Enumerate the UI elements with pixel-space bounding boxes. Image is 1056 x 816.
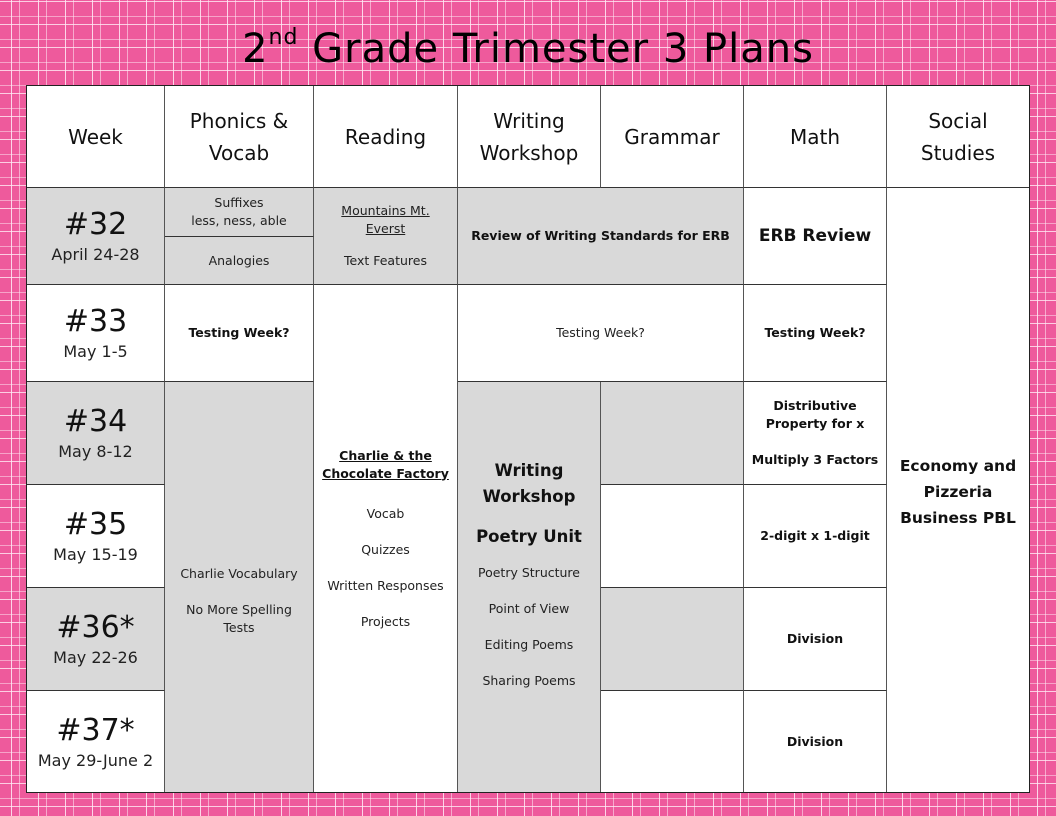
week-35 (27, 485, 165, 588)
header-writing (458, 86, 601, 188)
week-33 (27, 285, 165, 382)
header-math (744, 86, 887, 188)
math-w34 (744, 382, 887, 485)
header-writing-label-2: Workshop (479, 140, 579, 165)
social-studies-w32-37 (887, 188, 1029, 792)
math-text: Division (786, 733, 844, 749)
writing-item: Point of View (488, 601, 570, 616)
math-text: ERB Review (758, 226, 872, 246)
week-number: #34 (63, 404, 128, 439)
math-text: Division (786, 631, 844, 646)
reading-title: Charlie & the (339, 447, 432, 463)
grammar-w35 (601, 485, 744, 588)
week-32 (27, 188, 165, 285)
math-text: Testing Week? (764, 325, 866, 340)
header-writing-label-1: Writing (493, 108, 565, 133)
week-number: #37* (56, 712, 135, 748)
week-dates: May 8-12 (58, 442, 133, 461)
week-number: #33 (63, 304, 128, 339)
reading-title: Mountains Mt. (341, 203, 430, 218)
reading-w32 (314, 188, 458, 285)
week-dates: May 29-June 2 (37, 750, 154, 770)
writing-grammar-text: Review of Writing Standards for ERB (471, 228, 730, 243)
header-week (27, 86, 165, 188)
math-text: Distributive (773, 398, 857, 413)
header-social-label-1: Social (928, 108, 988, 133)
header-phonics (165, 86, 314, 188)
lesson-plan-table (26, 85, 1030, 793)
week-number: #32 (63, 207, 128, 242)
week-37 (27, 691, 165, 792)
header-grammar (601, 86, 744, 188)
math-text: 2-digit x 1-digit (760, 528, 870, 543)
phonics-text: No More Spelling (186, 602, 292, 617)
reading-title: Chocolate Factory (322, 465, 449, 481)
reading-item: Quizzes (361, 541, 410, 557)
phonics-text: Charlie Vocabulary (180, 566, 298, 581)
phonics-w32-analogies (165, 237, 314, 285)
header-grammar-label: Grammar (624, 124, 720, 149)
title-grade-number: 2 (242, 26, 269, 72)
week-36 (27, 588, 165, 691)
header-phonics-label-1: Phonics & (189, 108, 289, 133)
header-reading (314, 86, 458, 188)
social-studies-text: Pizzeria (923, 483, 993, 501)
math-w35 (744, 485, 887, 588)
writing-title: Writing (494, 461, 564, 480)
reading-item: Written Responses (327, 577, 444, 593)
reading-text: Text Features (343, 253, 427, 268)
writing-item: Editing Poems (484, 637, 574, 652)
writing-title: Workshop (482, 487, 576, 506)
week-dates: May 1-5 (63, 342, 128, 361)
header-phonics-label-2: Vocab (208, 140, 270, 165)
math-text: Property for x (765, 416, 865, 431)
writing-item: Sharing Poems (482, 673, 576, 688)
reading-item: Projects (360, 613, 411, 629)
phonics-text: Suffixes (214, 195, 264, 210)
phonics-text: less, ness, able (191, 213, 287, 228)
phonics-text: Testing Week? (188, 325, 290, 340)
week-dates: May 22-26 (53, 648, 138, 667)
week-dates: May 15-19 (53, 545, 138, 564)
week-dates: April 24-28 (51, 245, 140, 264)
reading-w33-37 (314, 285, 458, 792)
math-w33 (744, 285, 887, 382)
header-reading-label: Reading (344, 124, 427, 149)
grammar-w36 (601, 588, 744, 691)
header-week-label: Week (68, 124, 123, 149)
phonics-w34-37 (165, 382, 314, 792)
social-studies-text: Economy and (899, 457, 1017, 475)
math-w37 (744, 691, 887, 792)
header-social-label-2: Studies (920, 140, 996, 165)
writing-item: Poetry Structure (478, 565, 580, 580)
reading-title: Everst (365, 221, 406, 236)
phonics-w32-suffixes (165, 188, 314, 237)
phonics-text: Analogies (208, 252, 270, 268)
phonics-text: Tests (223, 620, 255, 635)
header-math-label: Math (789, 124, 841, 149)
writing-grammar-text: Testing Week? (556, 325, 645, 340)
title-text: Grade Trimester 3 Plans (298, 26, 814, 72)
math-w32 (744, 188, 887, 285)
page-title (0, 24, 1056, 74)
writing-grammar-w33 (458, 285, 744, 382)
title-superscript: nd (268, 25, 299, 50)
writing-w34-37 (458, 382, 601, 792)
grammar-w34 (601, 382, 744, 485)
math-text: Multiply 3 Factors (751, 452, 879, 467)
header-social-studies (887, 86, 1029, 188)
week-34 (27, 382, 165, 485)
writing-grammar-w32 (458, 188, 744, 285)
writing-unit: Poetry Unit (476, 527, 582, 546)
reading-item: Vocab (366, 505, 405, 521)
social-studies-text: Business PBL (900, 509, 1016, 527)
week-number: #36* (56, 610, 135, 645)
phonics-w33 (165, 285, 314, 382)
week-number: #35 (63, 507, 128, 542)
math-w36 (744, 588, 887, 691)
grammar-w37 (601, 691, 744, 792)
